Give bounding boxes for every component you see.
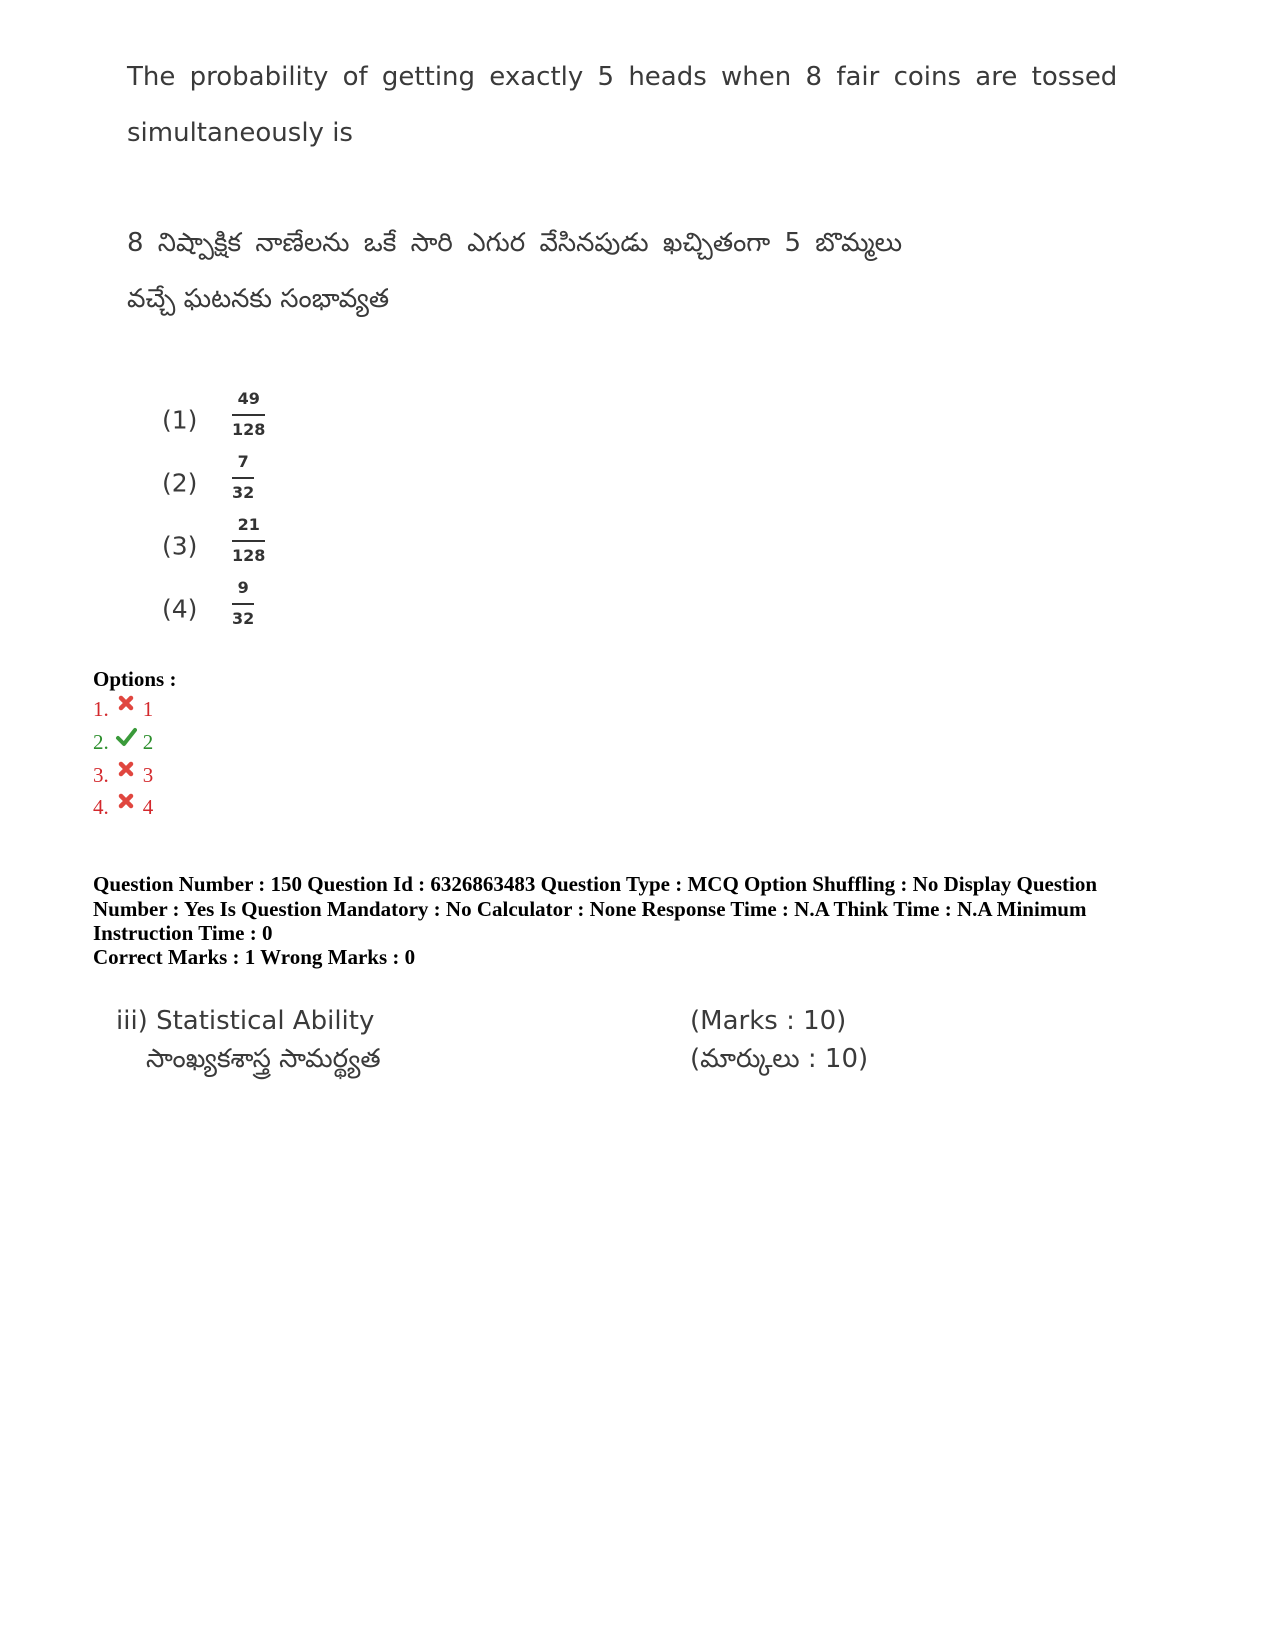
option-3 xyxy=(93,763,153,788)
option-value: 2 xyxy=(142,730,154,754)
fraction-numerator: 49 xyxy=(237,389,260,408)
question-text-telugu-line1: 8 నిష్పాక్షిక నాణేలను ఒకే సారి ఎగుర వేసినపుడు ఖచ్చితంగా 5 బొమ్మలు xyxy=(127,228,903,258)
marks-info: Correct Marks : 1 Wrong Marks : 0 xyxy=(93,945,416,969)
fraction-numerator: 7 xyxy=(237,452,249,471)
cross-icon xyxy=(115,694,137,714)
choice-label: (2) xyxy=(162,468,198,498)
section-marks-english: (Marks : 10) xyxy=(690,1006,847,1036)
question-meta: Question Number : 150 Question Id : 6326863483 Question Type : MCQ Option Shuffling : No Display Question Number : Yes Is Question Mandatory : No Calculator : None Response Time : N.A Think Time : N.A Minimum Instruction Time : 0 xyxy=(93,872,1098,945)
section-title-english: iii) Statistical Ability xyxy=(116,1006,375,1036)
fraction-bar xyxy=(232,414,265,416)
fraction-bar xyxy=(232,477,254,479)
option-index: 1. xyxy=(93,697,109,721)
answer-choice-3 xyxy=(162,514,362,578)
answer-choice-4 xyxy=(162,577,362,641)
option-index: 3. xyxy=(93,763,109,787)
question-text-english-line2: simultaneously is xyxy=(127,118,353,148)
choice-label: (3) xyxy=(162,531,198,561)
cross-icon xyxy=(115,760,137,780)
question-text-english-line1: The probability of getting exactly 5 heads when 8 fair coins are tossed xyxy=(127,62,1118,92)
fraction-denominator: 128 xyxy=(232,546,266,565)
fraction-bar xyxy=(232,540,265,542)
option-value: 3 xyxy=(142,763,154,787)
section-marks-telugu: (మార్కులు : 10) xyxy=(690,1044,869,1074)
cross-icon xyxy=(115,792,137,812)
answer-choice-1 xyxy=(162,388,362,452)
fraction xyxy=(232,451,254,504)
option-2 xyxy=(93,730,153,755)
fraction-denominator: 32 xyxy=(232,483,255,502)
option-value: 1 xyxy=(142,697,154,721)
question-text-telugu-line2: వచ్చే ఘటనకు సంభావ్యత xyxy=(127,284,390,314)
option-4 xyxy=(93,795,153,820)
choice-label: (4) xyxy=(162,594,198,624)
fraction-denominator: 128 xyxy=(232,420,266,439)
fraction xyxy=(232,514,265,567)
options-title: Options : xyxy=(93,667,177,691)
fraction xyxy=(232,577,254,630)
choice-label: (1) xyxy=(162,405,198,435)
fraction-numerator: 9 xyxy=(237,578,249,597)
option-value: 4 xyxy=(142,795,154,819)
option-index: 2. xyxy=(93,730,109,754)
answer-choice-2 xyxy=(162,451,362,515)
option-index: 4. xyxy=(93,795,109,819)
check-icon xyxy=(115,727,137,747)
fraction-bar xyxy=(232,603,254,605)
option-1 xyxy=(93,697,153,722)
fraction xyxy=(232,388,265,441)
fraction-denominator: 32 xyxy=(232,609,255,628)
fraction-numerator: 21 xyxy=(237,515,260,534)
section-title-telugu: సాంఖ్యకశాస్త్ర సామర్థ్యత xyxy=(146,1044,381,1074)
